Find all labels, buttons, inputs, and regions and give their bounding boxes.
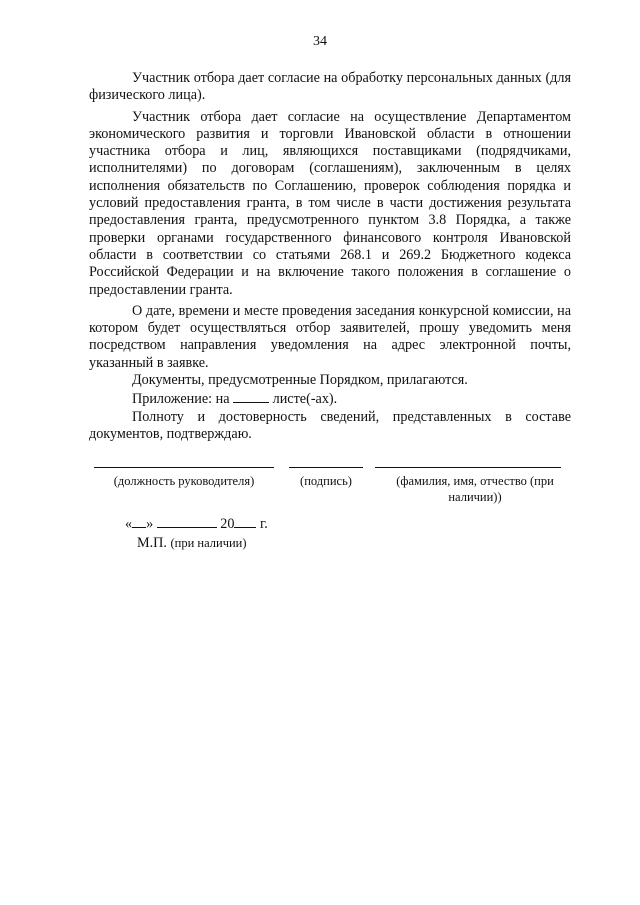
year-blank — [234, 514, 256, 528]
attachment-suffix: листе(-ах). — [272, 391, 338, 408]
date-line — [125, 514, 268, 534]
stamp-line — [125, 534, 268, 553]
page-number: 34 — [313, 34, 327, 49]
year-suffix: г. — [260, 516, 268, 532]
date-block — [125, 514, 268, 553]
position-caption: (должность руководителя) — [113, 474, 255, 488]
paragraph-personal-data-consent: Участник отбора дает согласие на обработку персональных данных (для физического лица). — [89, 70, 571, 104]
stamp-label: М.П. — [137, 535, 167, 551]
day-blank — [132, 514, 146, 528]
name-line — [375, 455, 561, 468]
paragraph-notification-request: О дате, времени и месте проведения заседания конкурсной комиссии, на котором будет осуществляться отбор заявителей, прошу уведомить меня посредством направления уведомления на адрес электронной почты, указанный в заявке. — [89, 302, 571, 371]
signature-column — [289, 455, 363, 489]
name-column — [375, 455, 561, 505]
position-line — [94, 455, 274, 468]
signature-line — [289, 455, 363, 468]
paragraph-inspection-consent: Участник отбора дает согласие на осуществление Департаментом экономического развития и торговли Ивановской области в отношении участника отбора и лиц, являющихся поставщиками (подрядчиками, исполнителями) по договорам (соглашениям), заключенным в целях исполнения обязательств по Соглашению, проверок соблюдения порядка и условий предоставления гранта, в том числе в части достижения результата предоставления гранта, предусмотренного пунктом 3.8 Порядка, а также проверки органами государственного финансового контроля Ивановской области в соответствии со статьями 268.1 и 269.2 Бюджетного кодекса Российской Федерации и на включение такого положения в соглашение о предоставлении гранта. — [89, 108, 571, 298]
stamp-note: (при наличии) — [170, 536, 247, 550]
signature-caption: (подпись) — [300, 474, 352, 488]
paragraph-confirmation: Полноту и достоверность сведений, представленных в составе документов, подтверждаю. — [89, 408, 571, 442]
attachment-prefix: Приложение: на — [132, 391, 230, 408]
date-open-quote: « — [125, 516, 133, 532]
year-prefix: 20 — [220, 516, 235, 532]
sheet-count-blank — [233, 389, 269, 403]
paragraph-attachment — [89, 389, 571, 408]
document-body — [89, 70, 571, 443]
month-blank — [157, 514, 217, 528]
paragraph-documents-attached: Документы, предусмотренные Порядком, прилагаются. — [132, 372, 468, 389]
position-column — [94, 455, 274, 489]
name-caption: (фамилия, имя, отчество (при наличии)) — [396, 474, 554, 504]
date-close-quote: » — [146, 516, 154, 532]
